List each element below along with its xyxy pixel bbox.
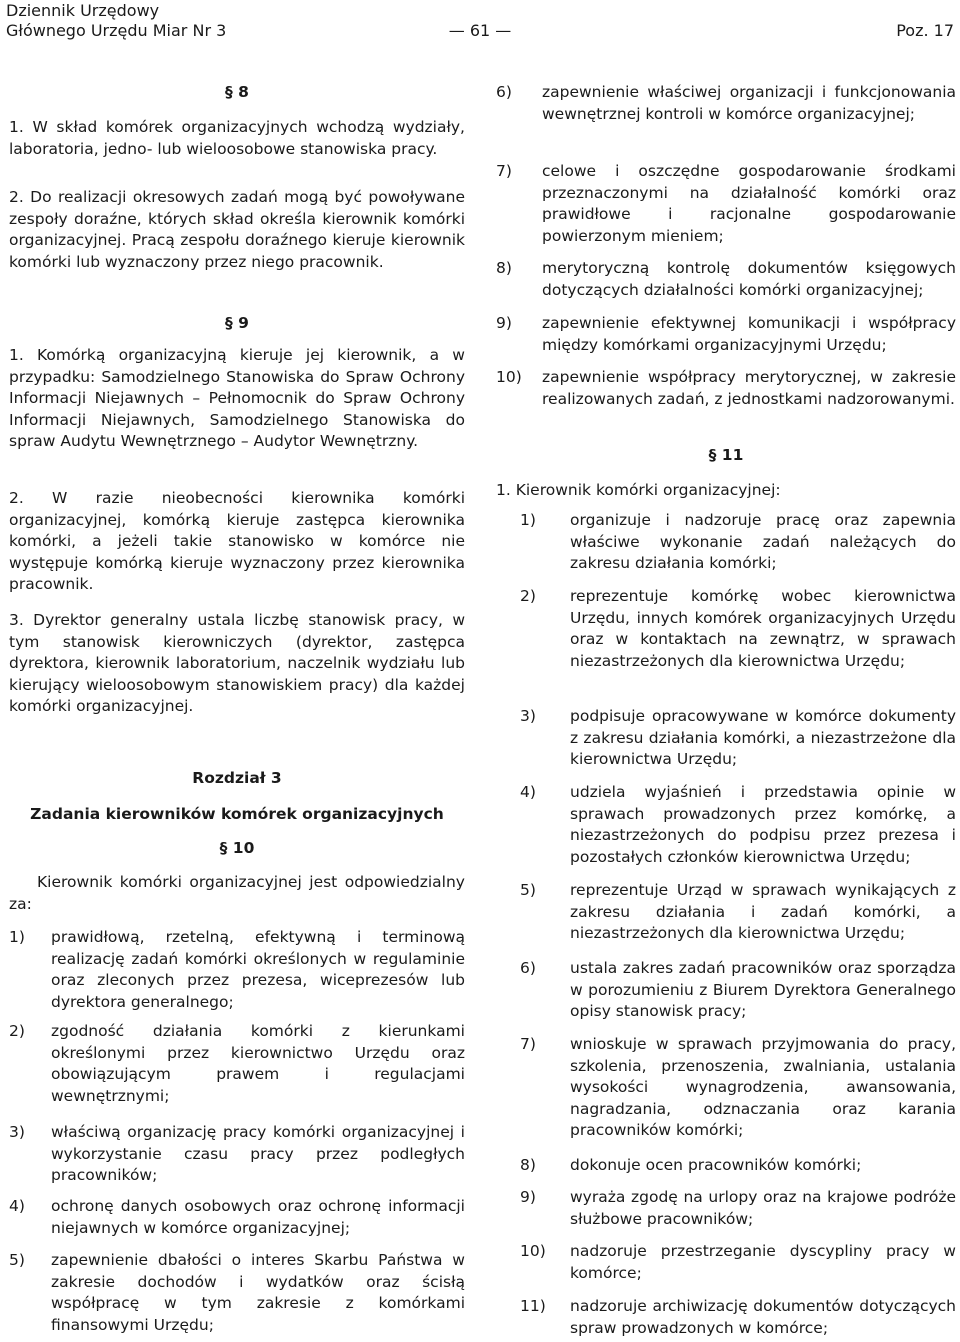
list-item-number: 1) bbox=[520, 511, 536, 529]
list-item-number: 2) bbox=[520, 587, 536, 605]
list-item bbox=[520, 1187, 956, 1230]
list-item-number: 3) bbox=[9, 1123, 25, 1141]
list-item-text: udziela wyjaśnień i przedstawia opinie w sprawach prowadzonych przez komórkę, a niezastrzeżonych do podpisu przez prezesa i pozostałych członków kierownictwa Urzędu; bbox=[570, 783, 956, 866]
list-item-number: 7) bbox=[496, 162, 512, 180]
list-item-number: 8) bbox=[496, 259, 512, 277]
list-item-text: nadzoruje archiwizację dokumentów dotyczących spraw prowadzonych w komórce; bbox=[570, 1297, 956, 1337]
section-9-heading: § 9 bbox=[225, 314, 249, 332]
list-item bbox=[520, 586, 956, 672]
list-item-number: 7) bbox=[520, 1035, 536, 1053]
list-item-text: nadzoruje przestrzeganie dyscypliny pracy w komórce; bbox=[570, 1242, 956, 1282]
list-item-text: merytoryczną kontrolę dokumentów księgowych dotyczących działalności komórki organizacyjnej; bbox=[542, 259, 956, 299]
list-item bbox=[9, 1196, 465, 1239]
list-item bbox=[520, 958, 956, 1023]
list-item-number: 4) bbox=[9, 1197, 25, 1215]
list-item bbox=[496, 313, 956, 356]
list-item-text: zapewnienie właściwej organizacji i funkcjonowania wewnętrznej kontroli w komórce organizacyjnej; bbox=[542, 83, 956, 123]
list-item bbox=[520, 1034, 956, 1142]
list-item bbox=[496, 82, 956, 125]
list-item-text: zapewnienie dbałości o interes Skarbu Państwa w zakresie dochodów i wydatków oraz ścisłą współpracę w tym zakresie z komórkami finansowymi Urzędu; bbox=[51, 1251, 465, 1334]
list-item-text: organizuje i nadzoruje pracę oraz zapewnia właściwe wykonanie zadań należących do zakresu działania komórki; bbox=[570, 511, 956, 572]
list-item-text: reprezentuje komórkę wobec kierownictwa Urzędu, innych komórek organizacyjnych Urzędu oraz w kontaktach na zewnątrz, w sprawach niezastrzeżonych dla kierownictwa Urzędu; bbox=[570, 587, 956, 670]
list-item bbox=[520, 1155, 956, 1177]
section-11-heading: § 11 bbox=[708, 446, 744, 464]
list-item bbox=[520, 706, 956, 771]
list-item-number: 2) bbox=[9, 1022, 25, 1040]
list-item-number: 3) bbox=[520, 707, 536, 725]
section-9-paragraph-3: 3. Dyrektor generalny ustala liczbę stanowisk pracy, w tym stanowisk kierowniczych (dyrektor, zastępca dyrektora, kierownik laboratorium, naczelnik wydziału lub kierujący wieloosobowym stanowiskiem pracy) dla każdej komórki organizacyjnej. bbox=[9, 611, 465, 715]
list-item-text: reprezentuje Urząd w sprawach wynikających z zakresu działania i zadań komórki, a niezastrzeżonych dla kierownictwa Urzędu; bbox=[570, 881, 956, 942]
section-8-heading: § 8 bbox=[225, 83, 249, 101]
list-item-text: ochronę danych osobowych oraz ochronę informacji niejawnych w komórce organizacyjnej; bbox=[51, 1197, 465, 1237]
section-10-heading: § 10 bbox=[219, 839, 255, 857]
list-item bbox=[9, 927, 465, 1013]
list-item-text: ustala zakres zadań pracowników oraz sporządza w porozumieniu z Biurem Dyrektora Generalnego opisy stanowisk pracy; bbox=[570, 959, 956, 1020]
chapter-heading: Rozdział 3 bbox=[192, 769, 282, 787]
list-item bbox=[9, 1250, 465, 1336]
journal-title-line2: Głównego Urzędu Miar Nr 3 bbox=[6, 21, 227, 40]
chapter-title: Zadania kierowników komórek organizacyjnych bbox=[30, 805, 444, 823]
list-item-text: wnioskuje w sprawach przyjmowania do pracy, szkolenia, przenoszenia, zwalniania, ustalania wysokości wynagrodzenia, awansowania, nagradzania, odznaczania oraz karania pracowników komórki; bbox=[570, 1035, 956, 1139]
list-item-number: 8) bbox=[520, 1156, 536, 1174]
list-item bbox=[520, 1241, 956, 1284]
list-item-number: 1) bbox=[9, 928, 25, 946]
list-item bbox=[496, 258, 956, 301]
list-item bbox=[9, 1122, 465, 1187]
page-number: — 61 — bbox=[448, 21, 512, 40]
section-9-paragraph-1: 1. Komórką organizacyjną kieruje jej kierownik, a w przypadku: Samodzielnego Stanowiska do Spraw Ochrony Informacji Niejawnych – Pełnomocnik do Spraw Ochrony Informacji Niejawnych, Samodzielnego Stanowiska do spraw Audytu Wewnętrznego – Audytor Wewnętrzny. bbox=[9, 346, 465, 450]
section-10-intro: Kierownik komórki organizacyjnej jest odpowiedzialny za: bbox=[9, 873, 465, 913]
list-item-number: 10) bbox=[496, 368, 522, 386]
list-item-text: celowe i oszczędne gospodarowanie środkami przeznaczonymi na działalność komórki oraz prawidłowe i racjonalne gospodarowanie powierzonym mieniem; bbox=[542, 162, 956, 245]
list-item bbox=[520, 510, 956, 575]
list-item bbox=[520, 880, 956, 945]
list-item-number: 6) bbox=[496, 83, 512, 101]
section-8-paragraph-1: 1. W skład komórek organizacyjnych wchodzą wydziały, laboratoria, jedno- lub wieloosobowe stanowiska pracy. bbox=[9, 118, 465, 158]
list-item-text: zgodność działania komórki z kierunkami określonymi przez kierownictwo Urzędu oraz obowiązującym prawem i regulacjami wewnętrznymi; bbox=[51, 1022, 465, 1105]
section-11-intro: 1. Kierownik komórki organizacyjnej: bbox=[496, 481, 781, 499]
position-number: Poz. 17 bbox=[896, 21, 954, 40]
list-item-text: dokonuje ocen pracowników komórki; bbox=[570, 1156, 862, 1174]
list-item bbox=[520, 782, 956, 868]
page-header bbox=[0, 0, 960, 44]
list-item-number: 10) bbox=[520, 1242, 546, 1260]
list-item-number: 5) bbox=[520, 881, 536, 899]
list-item-number: 6) bbox=[520, 959, 536, 977]
list-item bbox=[496, 367, 956, 410]
list-item bbox=[496, 161, 956, 247]
list-item-number: 9) bbox=[520, 1188, 536, 1206]
list-item-text: właściwą organizację pracy komórki organizacyjnej i wykorzystanie czasu pracy przez podległych pracowników; bbox=[51, 1123, 465, 1184]
list-item-number: 11) bbox=[520, 1297, 546, 1315]
list-item-text: zapewnienie współpracy merytorycznej, w zakresie realizowanych zadań, z jednostkami nadzorowanymi. bbox=[542, 368, 956, 408]
list-item bbox=[520, 1296, 956, 1339]
list-item-text: prawidłową, rzetelną, efektywną i terminową realizację zadań komórki określonych w regulaminie oraz zleconych przez prezesa, wiceprezesów lub dyrektora generalnego; bbox=[51, 928, 465, 1011]
list-item bbox=[9, 1021, 465, 1107]
list-item-text: zapewnienie efektywnej komunikacji i współpracy między komórkami organizacyjnymi Urzędu; bbox=[542, 314, 956, 354]
section-9-paragraph-2: 2. W razie nieobecności kierownika komórki organizacyjnej, komórką kieruje zastępca kierownika komórki, a jeżeli takie stanowisko w komórce nie występuje komórką kieruje wyznaczony przez kierownika pracownik. bbox=[9, 489, 465, 593]
journal-title-line1: Dziennik Urzędowy bbox=[6, 1, 160, 20]
list-item-text: wyraża zgodę na urlopy oraz na krajowe podróże służbowe pracowników; bbox=[570, 1188, 956, 1228]
list-item-number: 4) bbox=[520, 783, 536, 801]
section-8-paragraph-2: 2. Do realizacji okresowych zadań mogą być powoływane zespoły doraźne, których skład określa kierownik komórki organizacyjnej. Pracą zespołu doraźnego kieruje kierownik komórki lub wyznaczony przez niego pracownik. bbox=[9, 188, 465, 271]
list-item-number: 9) bbox=[496, 314, 512, 332]
list-item-text: podpisuje opracowywane w komórce dokumenty z zakresu działania komórki, a niezastrzeżone dla kierownictwa Urzędu; bbox=[570, 707, 956, 768]
list-item-number: 5) bbox=[9, 1251, 25, 1269]
